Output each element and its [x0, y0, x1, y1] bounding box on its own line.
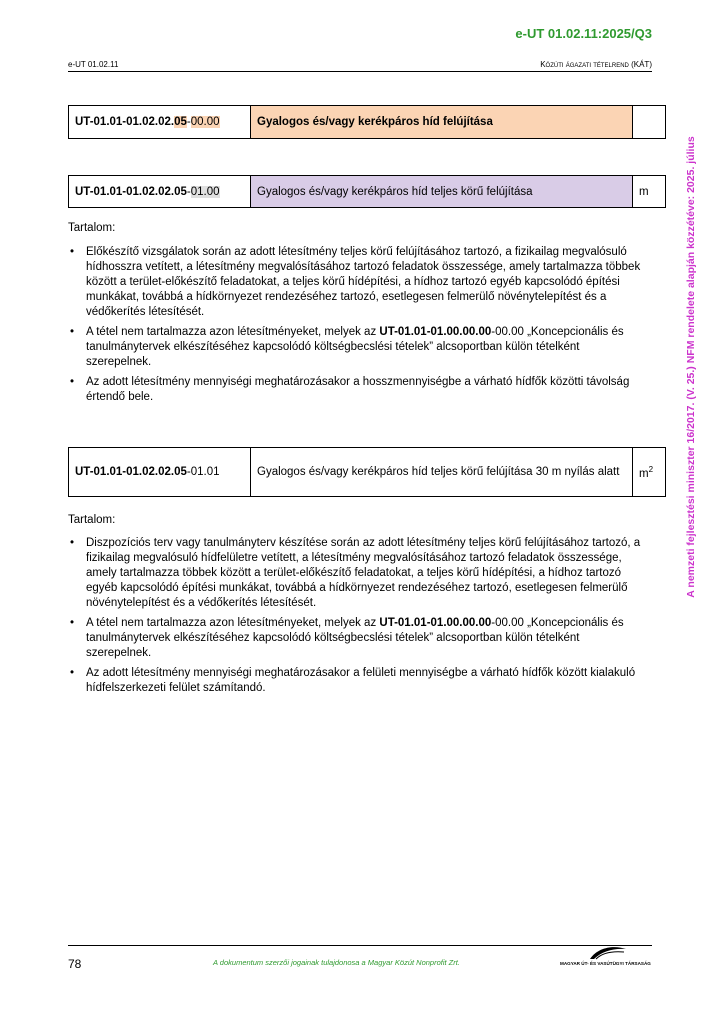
code-suffix: -01.01 [186, 466, 220, 478]
bullet-icon: • [70, 246, 75, 258]
list-item-text: A tétel nem tartalmazza azon létesítményeket, melyek az [86, 326, 380, 338]
code-highlight: 05 [174, 116, 187, 128]
list-item-text: -00.00 „Koncepcionális és tanulmánytervek elkészítéséhez kapcsolódó költségbecslési tételek” alcsoportban külön tételként szerepelnek. [86, 617, 624, 659]
copyright-note: A dokumentum szerzői jogainak tulajdonosa a Magyar Közút Nonprofit Zrt. [213, 958, 460, 967]
list-item [68, 245, 643, 320]
item-unit-2: m [633, 176, 666, 208]
code-suffix: 00.00 [190, 116, 220, 128]
item-title-3: Gyalogos és/vagy kerékpáros híd teljes körű felújítása 30 m nyílás alatt [251, 448, 633, 497]
list-item-text: Az adott létesítmény mennyiségi meghatározásakor a hosszmennyiségbe a várható hídfők közötti távolság értendő bele. [86, 376, 630, 403]
bullet-icon: • [70, 617, 75, 629]
company-logo [560, 945, 655, 971]
item-unit-1 [633, 106, 666, 139]
item-code-2 [69, 176, 251, 208]
item-table-2 [68, 175, 666, 208]
item-unit-3 [633, 448, 666, 497]
list-item [68, 666, 643, 696]
item-table-3 [68, 447, 666, 497]
content-list-1 [68, 245, 643, 410]
code-prefix: UT-01.01-01.02.02. [75, 116, 175, 128]
code-prefix: UT-01.01-01.02.02.05 [75, 466, 187, 478]
list-item-text: Az adott létesítmény mennyiségi meghatározásakor a felületi mennyiségbe a várható hídfők között kialakuló hídfelszerkezeti felület számítandó. [86, 667, 636, 694]
item-title-2: Gyalogos és/vagy kerékpáros híd teljes körű felújítása [251, 176, 633, 208]
code-highlight: 01.00 [190, 185, 220, 198]
list-item [68, 616, 643, 661]
header-divider [68, 71, 652, 72]
bullet-icon: • [70, 326, 75, 338]
logo-swoosh-icon [588, 945, 628, 961]
bullet-icon: • [70, 537, 75, 549]
unit-base: m [639, 467, 649, 480]
list-item-text: A tétel nem tartalmazza azon létesítményeket, melyek az [86, 617, 380, 629]
item-code-1 [69, 106, 251, 139]
code-prefix: UT-01.01-01.02.02.05 [75, 185, 187, 198]
list-item [68, 375, 643, 405]
header-title: Közúti ágazati tételrend (KÁT) [540, 60, 652, 69]
header-left-code: e-UT 01.02.11 [68, 60, 119, 69]
referenced-code: UT-01.01-01.00.00.00 [379, 617, 492, 629]
list-item-text: Előkészítő vizsgálatok során az adott létesítmény teljes körű felújításához tartozó, a fizikailag megvalósuló hídhosszra vetített, a létesítmény megvalósításához tartozó feladatok összessége, amely tartalmazza többek között a terület-előkészítő feladatokat, a teljes körű hídépítési, a hídhoz tartozó egyéb kapcsolódó építési munkákat, továbbá a hídkörnyezet rendezéséhez tartozó, esetlegesen felmerülő növénytelepítést és a védőkerítés létesítését. [86, 246, 641, 318]
bullet-icon: • [70, 376, 75, 388]
item-table-1 [68, 105, 666, 139]
unit-superscript: 2 [648, 464, 654, 474]
page-number: 78 [68, 957, 82, 971]
list-item-text: Diszpozíciós terv vagy tanulmányterv készítése során az adott létesítmény teljes körű felújításához tartozó, a fizikailag megvalósuló hídfelületre vetített, a létesítmény megvalósításához tartozó feladatok összessége, amely tartalmazza többek között a terület-előkészítő feladatokat, a teljes körű hídépítési, a hídhoz tartozó egyéb kapcsolódó építési munkákat, továbbá a hídkörnyezet rendezéséhez tartozó, esetlegesen felmerülő növénytelepítést és a védőkerítés létesítését. [86, 537, 641, 609]
section-label-2: Tartalom: [68, 514, 116, 526]
document-code: e-UT 01.02.11:2025/Q3 [515, 26, 652, 41]
item-code-3 [69, 448, 251, 497]
list-item-text: -00.00 „Koncepcionális és tanulmánytervek elkészítéséhez kapcsolódó költségbecslési tételek” alcsoportban külön tételként szerepelnek. [86, 326, 624, 368]
bullet-icon: • [70, 667, 75, 679]
header-right-title [540, 60, 652, 69]
list-item [68, 325, 643, 370]
section-label-1: Tartalom: [68, 222, 116, 234]
code-separator: - [186, 185, 191, 198]
side-publication-note [683, 97, 699, 637]
referenced-code: UT-01.01-01.00.00.00 [379, 326, 492, 338]
content-list-2 [68, 536, 643, 701]
logo-text: MAGYAR ÚT- ÉS VASÚTÜGYI TÁRSASÁG [560, 961, 651, 966]
code-separator: - [186, 116, 191, 128]
list-item [68, 536, 643, 611]
item-title-1: Gyalogos és/vagy kerékpáros híd felújítása [251, 106, 633, 139]
side-note-text: A nemzeti fejlesztési miniszter 16/2017. (V. 25.) NFM rendelete alapján közzétéve: 2025. július [685, 136, 697, 598]
